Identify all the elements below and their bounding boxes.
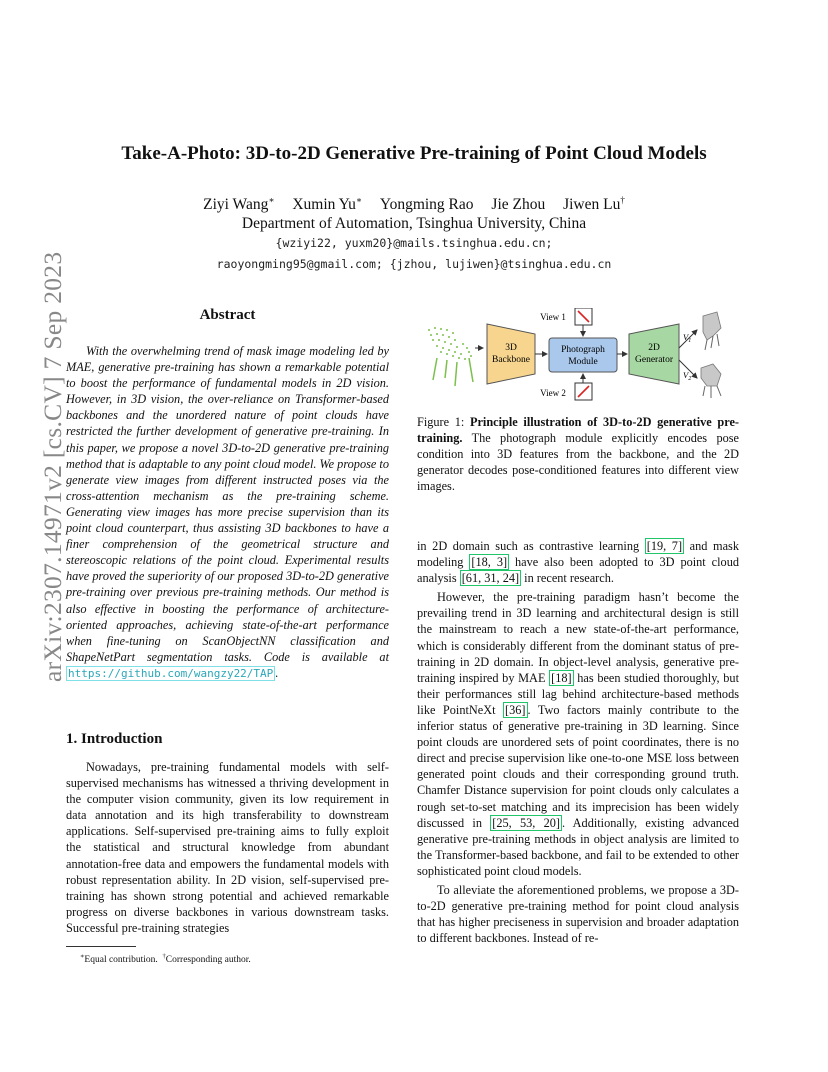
generator-label: 2D [648, 343, 660, 353]
paragraph: To alleviate the aforementioned problems, we propose a 3D-to-2D generative pre-training method for point cloud analysis that has higher preciseness in supervision and broader adaptation to different backbones. Instead of re- [417, 882, 739, 946]
view-2-label: View 2 [540, 388, 566, 398]
input-point-cloud-chair [428, 327, 473, 386]
paragraph: in 2D domain such as contrastive learning [19, 7] and mask modeling [18, 3] have also been adopted to 3D point cloud analysis [61, 31, 24] in recent research. [417, 539, 739, 586]
email-line: {wziyi22, yuxm20}@mails.tsinghua.edu.cn; [275, 236, 553, 250]
paper-title: Take-A-Photo: 3D-to-2D Generative Pre-training of Point Cloud Models [121, 143, 707, 164]
author-list [0, 195, 828, 214]
footnote-rule [66, 946, 136, 947]
section-heading-introduction: 1. Introduction [66, 731, 163, 747]
citation-link[interactable]: [18] [551, 670, 572, 685]
figure-1-diagram [417, 308, 739, 408]
view-1-label: View 1 [540, 312, 566, 322]
citation-link[interactable]: [19, 7] [646, 539, 683, 553]
citation-link[interactable]: [36] [505, 702, 526, 717]
citation-link[interactable]: [18, 3] [471, 555, 508, 570]
right-column-body [417, 538, 739, 946]
photograph-label: Module [568, 357, 598, 367]
citation-link[interactable]: [25, 53, 20] [492, 815, 560, 830]
abstract-body: With the overwhelming trend of mask image modeling led by MAE, generative pre-training has shown a remarkable potential to boost the performance of fundamental models in 2D vision. However, in 3D vision, the over-reliance on Transformer-based backbones and the unordered nature of point clouds have restricted the further development of generative pre-training. In this paper, we propose a novel 3D-to-2D generative pre-training method that is adaptable to any point cloud model. We propose to generate view images from different instructed poses via the cross-attention mechanism as the pre-training scheme. Generating view images has more precise supervision than its point cloud counterpart, thus assisting 3D backbones to have a finer comprehension of the geometrical structure and stereoscopic relations of the point cloud. Experimental results have proved the superiority of our proposed 3D-to-2D generative pre-training over previous pre-training methods. Our method is also effective in boosting the performance of architecture-oriented approaches, achieving state-of-the-art performance when fine-tuning on ScanObjectNN classification and ShapeNetPart segmentation tasks. Code is available at https://github.com/wangzy22/TAP . [66, 344, 389, 680]
generator-label: Generator [635, 355, 673, 365]
arxiv-identifier: arXiv:2307.14971v2 [cs.CV] 7 Sep 2023 [38, 251, 67, 682]
introduction-body: Nowadays, pre-training fundamental models with self-supervised mechanisms has witnessed a thriving development in the computer vision community, given its low requirement in data annotation and its high transferability to downstream applications. Self-supervised pre-training aims to fully exploit the statistical and structural knowledge from abundant annotation-free data and empowers the fundamental models with robust representation ability. In 2D vision, self-supervised pre-training has shown strong potential and achieved remarkable progress on diverse backbones in various downstream tasks. Successful pre-training strategies [66, 760, 389, 935]
backbone-block [487, 324, 535, 384]
author: Jiwen Lu† [563, 195, 625, 214]
author: Yongming Rao [379, 196, 474, 214]
backbone-label: 3D [505, 343, 517, 353]
author: Ziyi Wang∗ [203, 195, 275, 214]
author: Xumin Yu∗ [292, 195, 363, 214]
v1-label: $V_1$ [683, 332, 692, 344]
arxiv-sidebar [18, 251, 67, 682]
paragraph: However, the pre-training paradigm hasn’t become the prevailing trend in 3D learning and architectural design is still the mainstream to reach a new state-of-the-art performance, which is considerably different from the dominant status of pre-training in 2D domain. In object-level analysis, generative pre-training inspired by MAE [18] has been studied thoroughly, but their performances still lag behind architecture-based methods like PointNeXt [36] . Two factors mainly contribute to the inferior status of generative pre-training in 3D learning. Since point clouds are unordered sets of point coordinates, there is no direct and precise supervision like one-to-one MSE loss between generated point clouds and their corresponding ground truth. Chamfer Distance supervision for point clouds only calculates a rough set-to-set matching and its imprecision has been widely discussed in [25, 53, 20] . Additionally, existing advanced generative pre-training methods in object analysis are limited to the Transformer-based backbone, and fail to be extended to other sophisticated point cloud models. [417, 590, 739, 878]
generator-block [629, 324, 679, 384]
abstract-heading: Abstract [199, 307, 256, 323]
footnote: ∗Equal contribution. †Corresponding author. [80, 953, 251, 966]
affiliation: Department of Automation, Tsinghua University, China [241, 215, 587, 232]
v2-label: $V_2$ [683, 370, 692, 382]
backbone-label: Backbone [492, 355, 530, 365]
output-view-1-image [703, 312, 721, 350]
code-link[interactable]: https://github.com/wangzy22/TAP [68, 666, 274, 680]
author: Jie Zhou [491, 196, 546, 214]
figure-1-caption: Figure 1: Principle illustration of 3D-to-2D generative pre-training. The photograph module explicitly encodes pose condition into 3D features from the backbone, and the 2D generator decodes pose-conditioned features into different view images. [417, 415, 740, 494]
photograph-label: Photograph [561, 345, 605, 355]
email-line: raoyongming95@gmail.com; {jzhou, lujiwen}@tsinghua.edu.cn [216, 257, 612, 271]
citation-link[interactable]: [61, 31, 24] [461, 571, 520, 586]
output-view-2-image [701, 364, 721, 398]
